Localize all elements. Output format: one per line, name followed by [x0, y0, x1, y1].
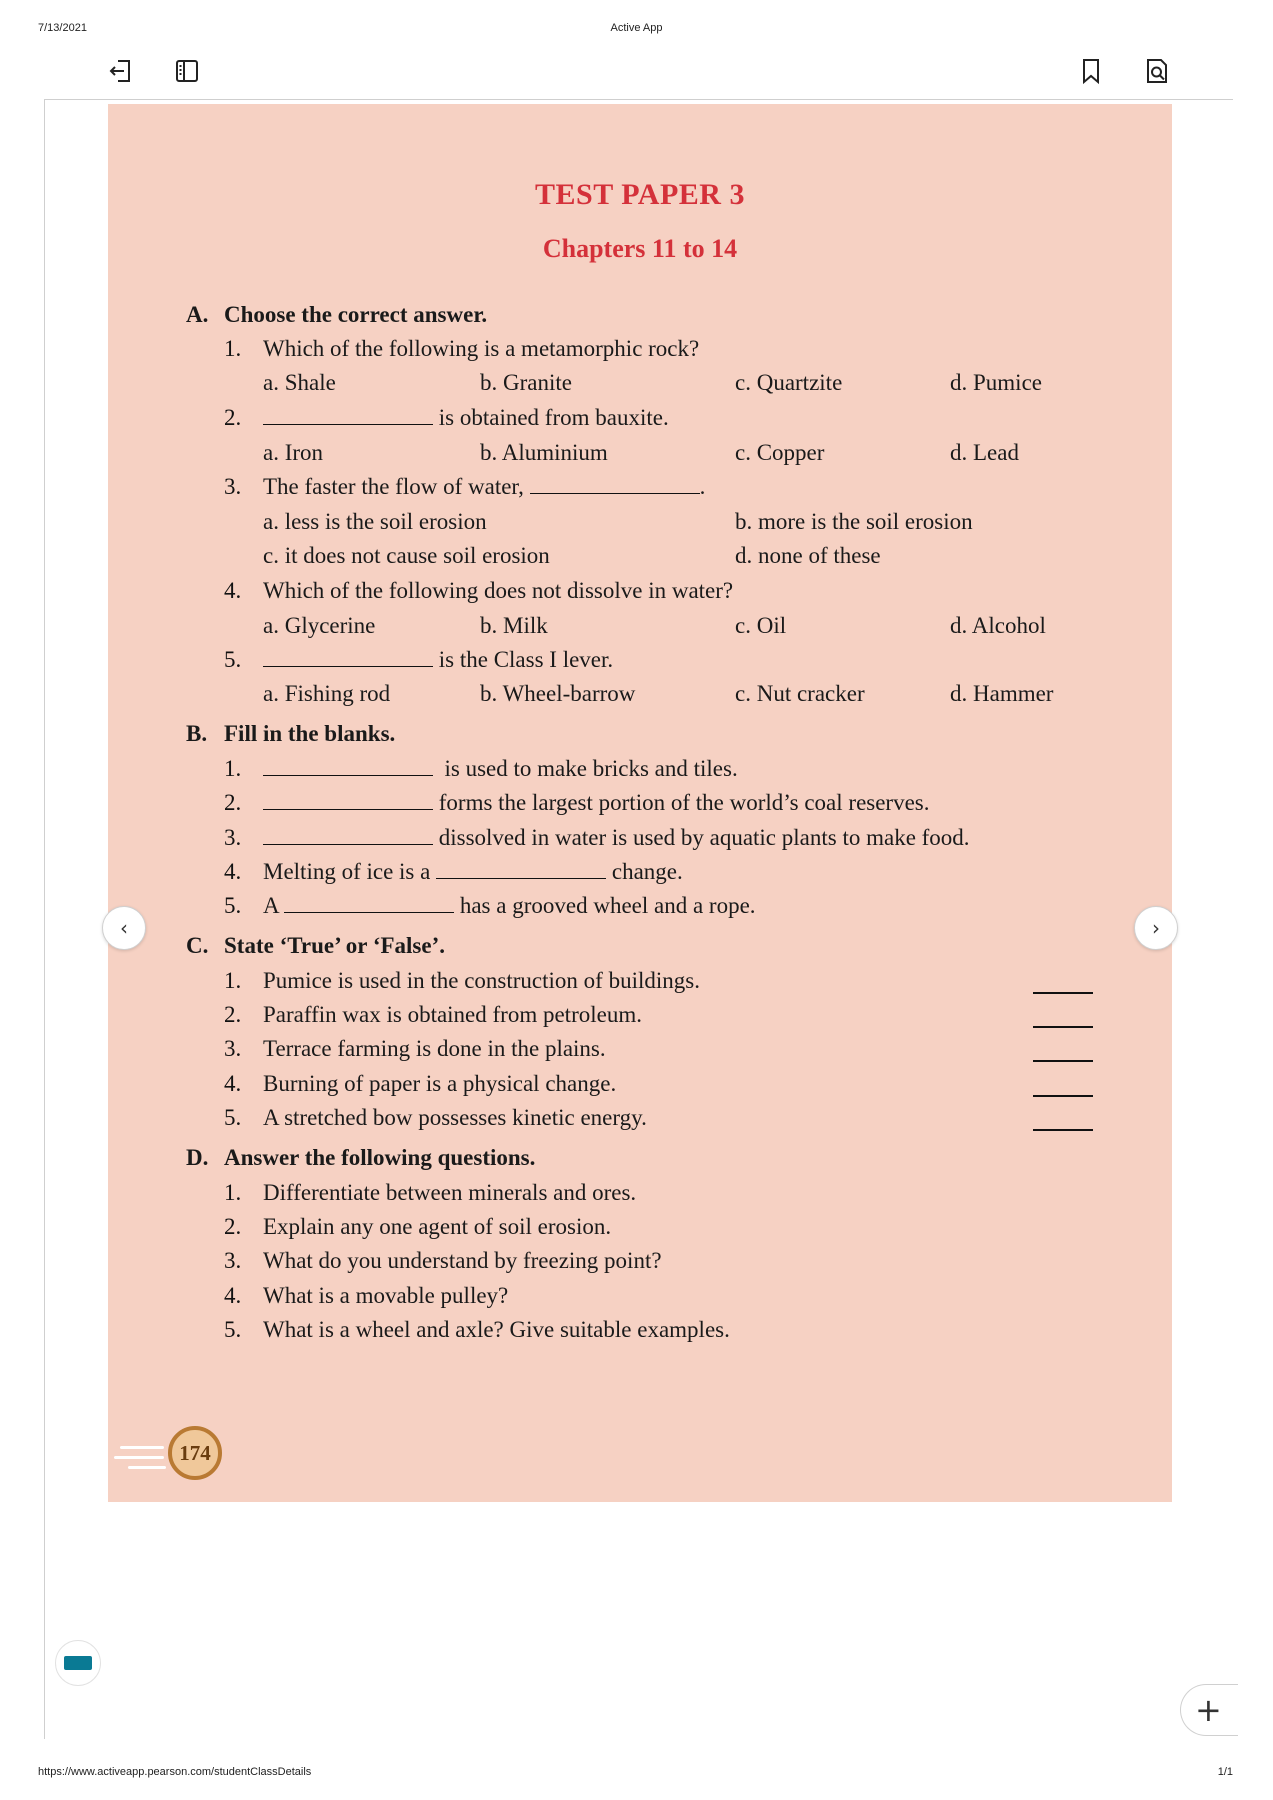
question-number: 1.: [224, 968, 242, 993]
answer-blank: [263, 756, 433, 776]
question-text-with-blank: [263, 825, 970, 851]
next-page-button[interactable]: [1134, 906, 1178, 950]
answer-option: c. Quartzite: [735, 370, 843, 395]
section-b-letter: B.: [186, 721, 208, 746]
question-text: change.: [611, 859, 683, 884]
chat-icon: [64, 1656, 92, 1670]
true-false-blank: [1033, 1129, 1093, 1131]
answer-option: d. Hammer: [950, 681, 1054, 706]
answer-option: a. Iron: [263, 440, 324, 465]
answer-option: c. Copper: [735, 440, 825, 465]
question-number: 5.: [224, 1105, 242, 1130]
section-a-letter: A.: [186, 302, 209, 327]
section-d-title: Answer the following questions.: [224, 1145, 536, 1170]
answer-option: b. Granite: [480, 370, 572, 395]
answer-option: b. Milk: [480, 613, 548, 638]
bookmark-icon[interactable]: [1076, 56, 1106, 86]
question-text: What is a wheel and axle? Give suitable examples.: [263, 1317, 730, 1342]
question-end: .: [699, 474, 706, 499]
true-false-blank: [1033, 992, 1093, 994]
answer-blank: [530, 474, 700, 494]
answer-option: b. Wheel-barrow: [480, 681, 636, 706]
question-text-with-blank: [263, 893, 756, 919]
answer-option: c. it does not cause soil erosion: [263, 543, 550, 568]
left-divider: [44, 99, 45, 1739]
question-number: 5.: [224, 647, 242, 672]
section-c-letter: C.: [186, 933, 209, 958]
answer-blank: [263, 405, 433, 425]
toolbar-divider: [44, 99, 1233, 100]
question-text-pre: A: [263, 893, 279, 918]
section-c-title: State ‘True’ or ‘False’.: [224, 933, 445, 958]
answer-option: b. Aluminium: [480, 440, 608, 465]
question-number: 2.: [224, 405, 242, 430]
answer-blank: [263, 825, 433, 845]
answer-option: d. Lead: [950, 440, 1019, 465]
answer-option: c. Nut cracker: [735, 681, 865, 706]
question-number: 1.: [224, 336, 242, 361]
print-title: Active App: [610, 22, 663, 34]
page-number: 174: [179, 1440, 211, 1465]
question-text-with-blank: [263, 859, 683, 885]
answer-option: a. Fishing rod: [263, 681, 391, 706]
page-title: TEST PAPER 3: [535, 178, 745, 211]
question-text: has a grooved wheel and a rope.: [459, 893, 756, 918]
answer-option: a. less is the soil erosion: [263, 509, 487, 534]
question-text: Terrace farming is done in the plains.: [263, 1036, 606, 1061]
question-text: Paraffin wax is obtained from petroleum.: [263, 1002, 642, 1027]
question-number: 4.: [224, 859, 242, 884]
question-text: A stretched bow possesses kinetic energy.: [263, 1105, 647, 1130]
plus-icon: +: [1195, 1691, 1222, 1729]
answer-option: a. Shale: [263, 370, 336, 395]
question-text: is used to make bricks and tiles.: [444, 756, 738, 781]
question-text-with-blank: [263, 647, 613, 673]
question-number: 3.: [224, 1036, 242, 1061]
question-number: 4.: [224, 1071, 242, 1096]
answer-blank: [263, 790, 433, 810]
question-text-with-blank: [263, 405, 669, 431]
question-text: The faster the flow of water,: [263, 474, 524, 499]
decorative-speed-line: [120, 1446, 164, 1449]
question-text: Pumice is used in the construction of buildings.: [263, 968, 700, 993]
question-text: is the Class I lever.: [438, 647, 614, 672]
page-number-badge: [168, 1426, 222, 1480]
decorative-speed-line: [128, 1466, 166, 1469]
question-text: is obtained from bauxite.: [438, 405, 669, 430]
question-text-pre: Melting of ice is a: [263, 859, 431, 884]
question-number: 2.: [224, 1002, 242, 1027]
question-text: Differentiate between minerals and ores.: [263, 1180, 637, 1205]
chevron-left-icon: ‹: [120, 916, 128, 940]
answer-blank: [436, 859, 606, 879]
answer-option: d. Alcohol: [950, 613, 1046, 638]
add-button[interactable]: [1180, 1684, 1238, 1736]
true-false-blank: [1033, 1095, 1093, 1097]
question-number: 3.: [224, 825, 242, 850]
textbook-page: [108, 104, 1172, 1502]
chevron-right-icon: ›: [1152, 916, 1160, 940]
question-text: Which of the following is a metamorphic rock?: [263, 336, 700, 361]
print-date: 7/13/2021: [38, 22, 87, 34]
question-number: 2.: [224, 790, 242, 815]
question-text: Burning of paper is a physical change.: [263, 1071, 617, 1096]
print-url: https://www.activeapp.pearson.com/studentClassDetails: [38, 1766, 312, 1778]
section-d-letter: D.: [186, 1145, 209, 1170]
question-number: 1.: [224, 756, 242, 781]
question-text: Which of the following does not dissolve in water?: [263, 578, 734, 603]
question-number: 2.: [224, 1214, 242, 1239]
question-number: 5.: [224, 1317, 242, 1342]
question-text: dissolved in water is used by aquatic plants to make food.: [438, 825, 970, 850]
question-number: 4.: [224, 1283, 242, 1308]
answer-option: d. Pumice: [950, 370, 1042, 395]
decorative-speed-line: [114, 1456, 164, 1459]
search-page-icon[interactable]: [1141, 56, 1171, 86]
page-subtitle: Chapters 11 to 14: [542, 234, 738, 263]
question-number: 3.: [224, 1248, 242, 1273]
answer-option: b. more is the soil erosion: [735, 509, 973, 534]
question-text: forms the largest portion of the world’s coal reserves.: [438, 790, 930, 815]
question-text-with-blank: [263, 790, 930, 816]
section-b-title: Fill in the blanks.: [224, 721, 396, 746]
question-text-with-blank: [263, 474, 705, 500]
question-number: 5.: [224, 893, 242, 918]
question-text: Explain any one agent of soil erosion.: [263, 1214, 612, 1239]
chat-button[interactable]: [55, 1640, 101, 1686]
answer-blank: [263, 647, 433, 667]
question-text-with-blank: [263, 756, 738, 782]
answer-blank: [284, 893, 454, 913]
section-a-title: Choose the correct answer.: [224, 302, 488, 327]
answer-option: d. none of these: [735, 543, 881, 568]
question-text: What do you understand by freezing point?: [263, 1248, 662, 1273]
exit-icon[interactable]: [106, 56, 136, 86]
true-false-blank: [1033, 1026, 1093, 1028]
sidebar-icon[interactable]: [172, 56, 202, 86]
answer-option: a. Glycerine: [263, 613, 376, 638]
question-number: 1.: [224, 1180, 242, 1205]
question-number: 3.: [224, 474, 242, 499]
question-number: 4.: [224, 578, 242, 603]
previous-page-button[interactable]: [102, 906, 146, 950]
question-text: What is a movable pulley?: [263, 1283, 509, 1308]
answer-option: c. Oil: [735, 613, 787, 638]
print-page-count: 1/1: [1217, 1766, 1233, 1778]
true-false-blank: [1033, 1060, 1093, 1062]
